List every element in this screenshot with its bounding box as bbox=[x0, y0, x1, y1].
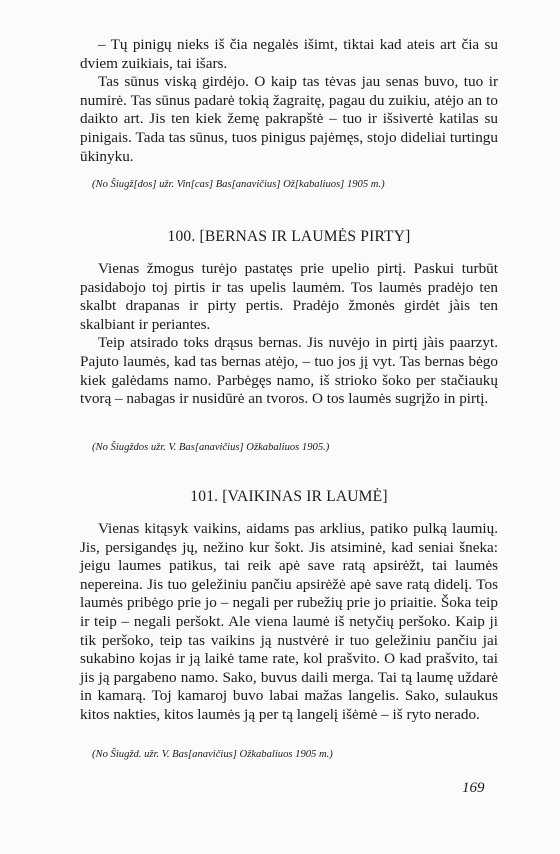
intro-paragraph-2: Tas sūnus viską girdėjo. O kaip tas tėvas jau senas buvo, tuo ir numirė. Tas sūnus padarė tokią žagraitę, pagau du zuikiu, atėjo an to daikto art. Jis ten kiek žemę pakrapštė – tuo ir išsivertė katilas su pinigais. Tada tas sūnus, tuos pinigus pajėmęs, stojo dideliai turtingu ūkinyku. bbox=[80, 73, 498, 165]
story-100-source-note: (No Šiugždos užr. V. Bas[anavičius] Ožkabaliuos 1905.) bbox=[92, 442, 330, 453]
story-100-paragraph-2: Teip atsirado toks drąsus bernas. Jis nuvėjo in pirtį jàis paarzyt. Pajuto laumės, kad tas bernas atėjo, – tuo jos jį vyt. Tas bernas bėgo kiek galėdams namo. Parbėgęs namo, iš strioko šoko per stačiaukų tvorą – nabagas ir nusidūrė an tvoros. O tos laumės sugrįžo in pirtį. bbox=[80, 334, 498, 408]
story-101-paragraph-1: Vienas kitąsyk vaikins, aidams pas arklius, patiko pulką laumių. Jis, persigandęs jų, nežino kur šokt. Jis atsiminė, kad seniai šneka: jeigu laumes patikus, tai reik apė save ratą apsirėžt, tai laumės nepereina. Jis tuo geležiniu pančiu apsirėžė apė save ratą didelį. Tos laumės pribėgo prie jo – negali per rubežių prie jo priaitie. Šoka teip ir teip – negali peršokt. Ale viena laumė iš netyčių peršoko. Kaip ji tik peršoko, teip tas vaikins ją nustvėrė ir tuo geležiniu pančiu jai sukabino kojas ir ją laikė tame rate, kol prašvito. O kad prašvito, tai jis ją pargabeno namo. Sako, buvus daili merga. Tai tą laumę uždarė in kamarą. Toj kamaroj buvo labai mažas langelis. Sako, sulaukus kitos nakties, kitos laumės ją per tą langelį išėmė – iš ryto nerado. bbox=[80, 520, 498, 723]
story-101-text bbox=[80, 520, 498, 725]
story-100-heading: 100. [BERNAS IR LAUMĖS PIRTY] bbox=[167, 228, 411, 245]
intro-paragraph-1: – Tų pinigų nieks iš čia negalės išimt, tiktai kad ateis art čia su dviem zuikiais, tai išars. bbox=[80, 36, 498, 72]
story-100-paragraph-1: Vienas žmogus turėjo pastatęs prie upelio pirtį. Paskui turbūt pasidabojo toj pirtis ir tas upelis laumėm. Tos laumės pradėjo ten skalbt drapanas ir pirty pertis. Pradėjo žmonės girdėt jàis ten skalbiant ir periantes. bbox=[80, 260, 498, 333]
intro-text bbox=[80, 36, 498, 166]
page-number: 169 bbox=[462, 780, 485, 796]
intro-source-note: (No Šiugž[dos] užr. Vin[cas] Bas[anavičius] Ož[kabaliuos] 1905 m.) bbox=[92, 179, 385, 190]
story-101-heading: 101. [VAIKINAS IR LAUMĖ] bbox=[190, 488, 388, 505]
story-100-text bbox=[80, 260, 498, 409]
story-101-source-note: (No Šiugžd. užr. V. Bas[anavičius] Ožkabaliuos 1905 m.) bbox=[92, 749, 333, 760]
